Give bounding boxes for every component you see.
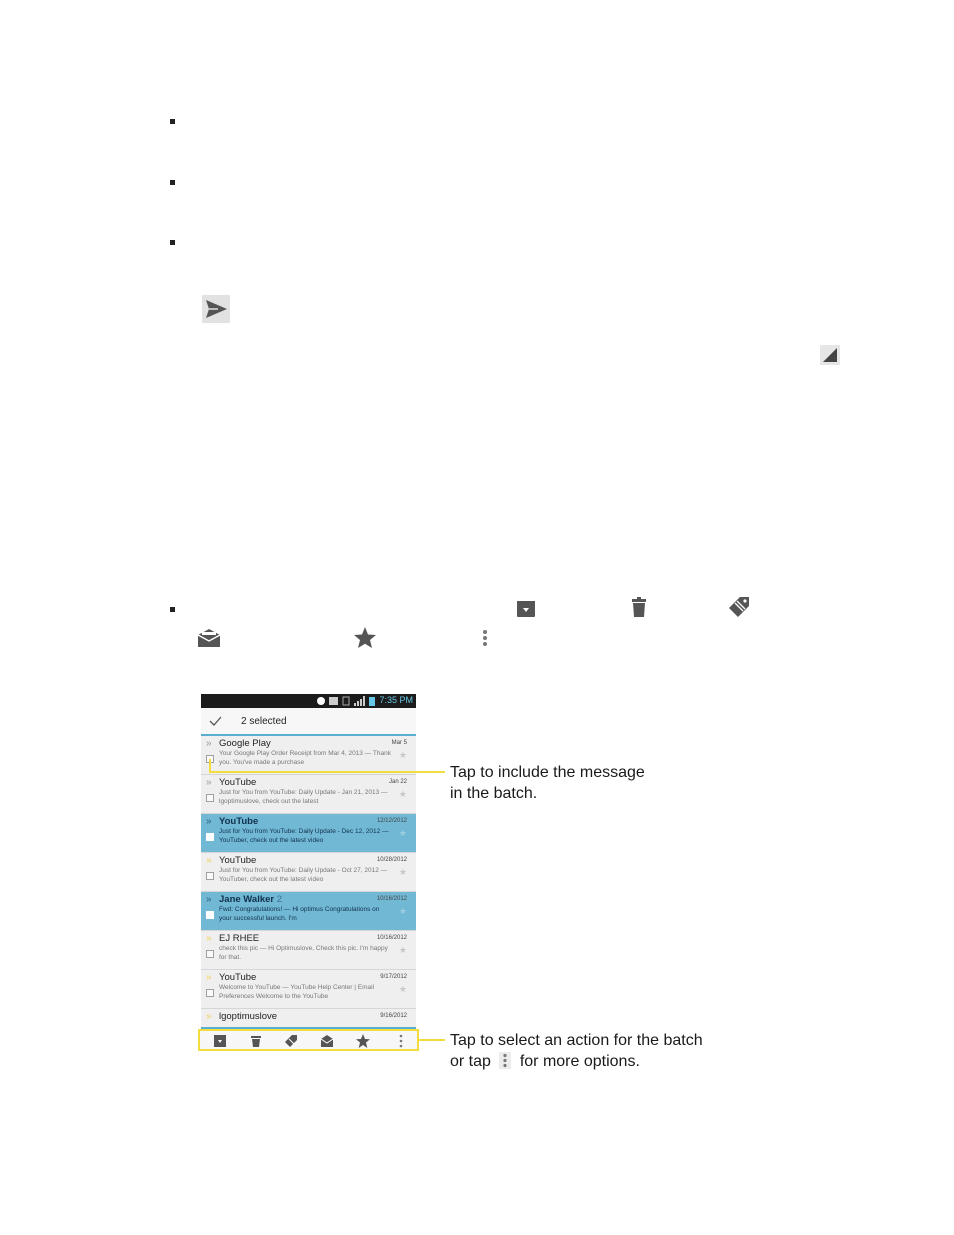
message-date: 10/28/2012 xyxy=(376,857,407,863)
status-bar xyxy=(201,694,416,708)
bluetooth-icon xyxy=(317,696,325,706)
message-checkbox[interactable] xyxy=(206,794,214,802)
message-preview: Just for You from YouTube: Daily Update - Jan 21, 2013 — lgoptimuslove, check out the latest xyxy=(219,789,388,805)
message-sender: YouTube xyxy=(219,777,257,788)
phone-screenshot xyxy=(201,694,416,1051)
archive-icon xyxy=(516,600,536,618)
message-preview: Your Google Play Order Receipt from Mar 4, 2013 — Thank you. You've made a purchase xyxy=(219,750,391,766)
star-icon[interactable]: ★ xyxy=(398,867,407,877)
batch-action-toolbar xyxy=(198,1029,419,1051)
message-checkbox-checked[interactable] xyxy=(206,911,214,919)
message-sender: YouTube xyxy=(219,855,257,866)
message-date: Mar 5 xyxy=(391,740,407,746)
message-row[interactable] xyxy=(201,970,416,1009)
message-row-selected[interactable] xyxy=(201,814,416,853)
message-row-selected[interactable] xyxy=(201,892,416,931)
message-sender: YouTube xyxy=(219,816,259,827)
label-tag-icon xyxy=(728,596,750,618)
message-list xyxy=(201,736,416,1029)
message-date: 9/16/2012 xyxy=(380,1013,407,1019)
priority-chevron-icon: » xyxy=(206,1011,212,1022)
callout-include-message xyxy=(450,762,645,804)
star-icon[interactable]: ★ xyxy=(398,789,407,799)
message-sender: Google Play xyxy=(219,738,271,749)
message-checkbox-checked[interactable] xyxy=(206,833,214,841)
signal-bars-icon xyxy=(354,696,366,706)
message-row[interactable] xyxy=(201,736,416,775)
message-sender: EJ RHEE xyxy=(219,933,260,944)
star-icon[interactable]: ★ xyxy=(398,750,407,760)
message-preview: Fwd: Congratulations! — Hi optimus Congratulations on your successful launch. I'm xyxy=(219,906,380,922)
trash-icon xyxy=(631,597,647,618)
callout-text: or tap xyxy=(450,1053,491,1070)
message-row[interactable] xyxy=(201,1009,416,1029)
priority-chevron-icon: » xyxy=(206,972,212,983)
callout-text: for more options. xyxy=(519,1053,640,1070)
message-preview: check this pic — Hi Optimuslove, Check this pic. I'm happy for that. xyxy=(219,945,388,961)
bullet-4 xyxy=(170,607,175,612)
star-icon[interactable]: ★ xyxy=(398,906,407,916)
callout-line xyxy=(450,1051,703,1072)
sender-name: Jane Walker xyxy=(219,894,275,905)
priority-chevron-icon: » xyxy=(206,777,212,788)
mail-notification-icon xyxy=(329,697,338,705)
status-time: 7:35 PM xyxy=(379,695,413,705)
priority-chevron-icon: » xyxy=(206,933,212,944)
overflow-menu-icon xyxy=(481,629,489,647)
message-sender xyxy=(219,894,282,905)
callout-line: in the batch. xyxy=(450,785,538,802)
priority-chevron-icon: » xyxy=(206,855,212,866)
priority-chevron-icon: » xyxy=(206,894,212,905)
message-checkbox[interactable] xyxy=(206,872,214,880)
star-icon[interactable]: ★ xyxy=(398,945,407,955)
message-row[interactable] xyxy=(201,853,416,892)
callout-line: Tap to select an action for the batch xyxy=(450,1032,703,1049)
message-date: 12/12/2012 xyxy=(376,818,407,824)
star-icon[interactable]: ★ xyxy=(398,828,407,838)
bullet-3 xyxy=(170,240,175,245)
checkbox-callout-line xyxy=(209,771,445,773)
done-check-icon[interactable] xyxy=(209,716,222,726)
star-icon[interactable]: ★ xyxy=(398,984,407,994)
archive-icon[interactable] xyxy=(213,1034,227,1048)
priority-chevron-icon: » xyxy=(206,738,212,749)
overflow-menu-icon xyxy=(499,1052,511,1069)
message-row[interactable] xyxy=(201,931,416,970)
message-date: 10/16/2012 xyxy=(376,896,407,902)
mark-read-envelope-icon xyxy=(197,628,221,648)
message-checkbox[interactable] xyxy=(206,950,214,958)
thread-count: 2 xyxy=(276,894,283,905)
message-date: 10/16/2012 xyxy=(376,935,407,941)
send-icon xyxy=(202,295,230,323)
message-sender: YouTube xyxy=(219,972,257,983)
signal-corner-icon xyxy=(820,345,840,365)
message-sender: lgoptimuslove xyxy=(219,1011,278,1022)
network-4g-icon xyxy=(342,696,350,706)
message-preview: Welcome to YouTube — YouTube Help Center | Email Preferences Welcome to the YouTube xyxy=(219,984,375,1000)
overflow-menu-icon[interactable] xyxy=(394,1034,408,1048)
priority-chevron-icon: » xyxy=(206,816,212,827)
mark-read-envelope-icon[interactable] xyxy=(320,1034,334,1048)
star-icon[interactable] xyxy=(356,1034,370,1048)
bullet-1 xyxy=(170,119,175,124)
callout-select-action xyxy=(450,1030,703,1072)
message-preview: Just for You from YouTube: Daily Update - Dec 12, 2012 — YouTuber, check out the latest video xyxy=(219,828,389,844)
callout-line: Tap to include the message xyxy=(450,764,645,781)
message-preview: Just for You from YouTube: Daily Update - Oct 27, 2012 — YouTuber, check out the latest video xyxy=(219,867,388,883)
star-icon xyxy=(354,627,376,648)
message-row[interactable] xyxy=(201,775,416,814)
message-checkbox[interactable] xyxy=(206,989,214,997)
battery-icon xyxy=(369,696,375,706)
trash-icon[interactable] xyxy=(249,1034,263,1048)
label-tag-icon[interactable] xyxy=(284,1034,298,1048)
selection-action-bar xyxy=(201,708,416,736)
bullet-2 xyxy=(170,180,175,185)
message-date: Jan 22 xyxy=(388,779,407,785)
message-date: 9/17/2012 xyxy=(380,974,407,980)
selected-count: 2 selected xyxy=(241,716,287,727)
toolbar-callout-line xyxy=(419,1039,445,1041)
